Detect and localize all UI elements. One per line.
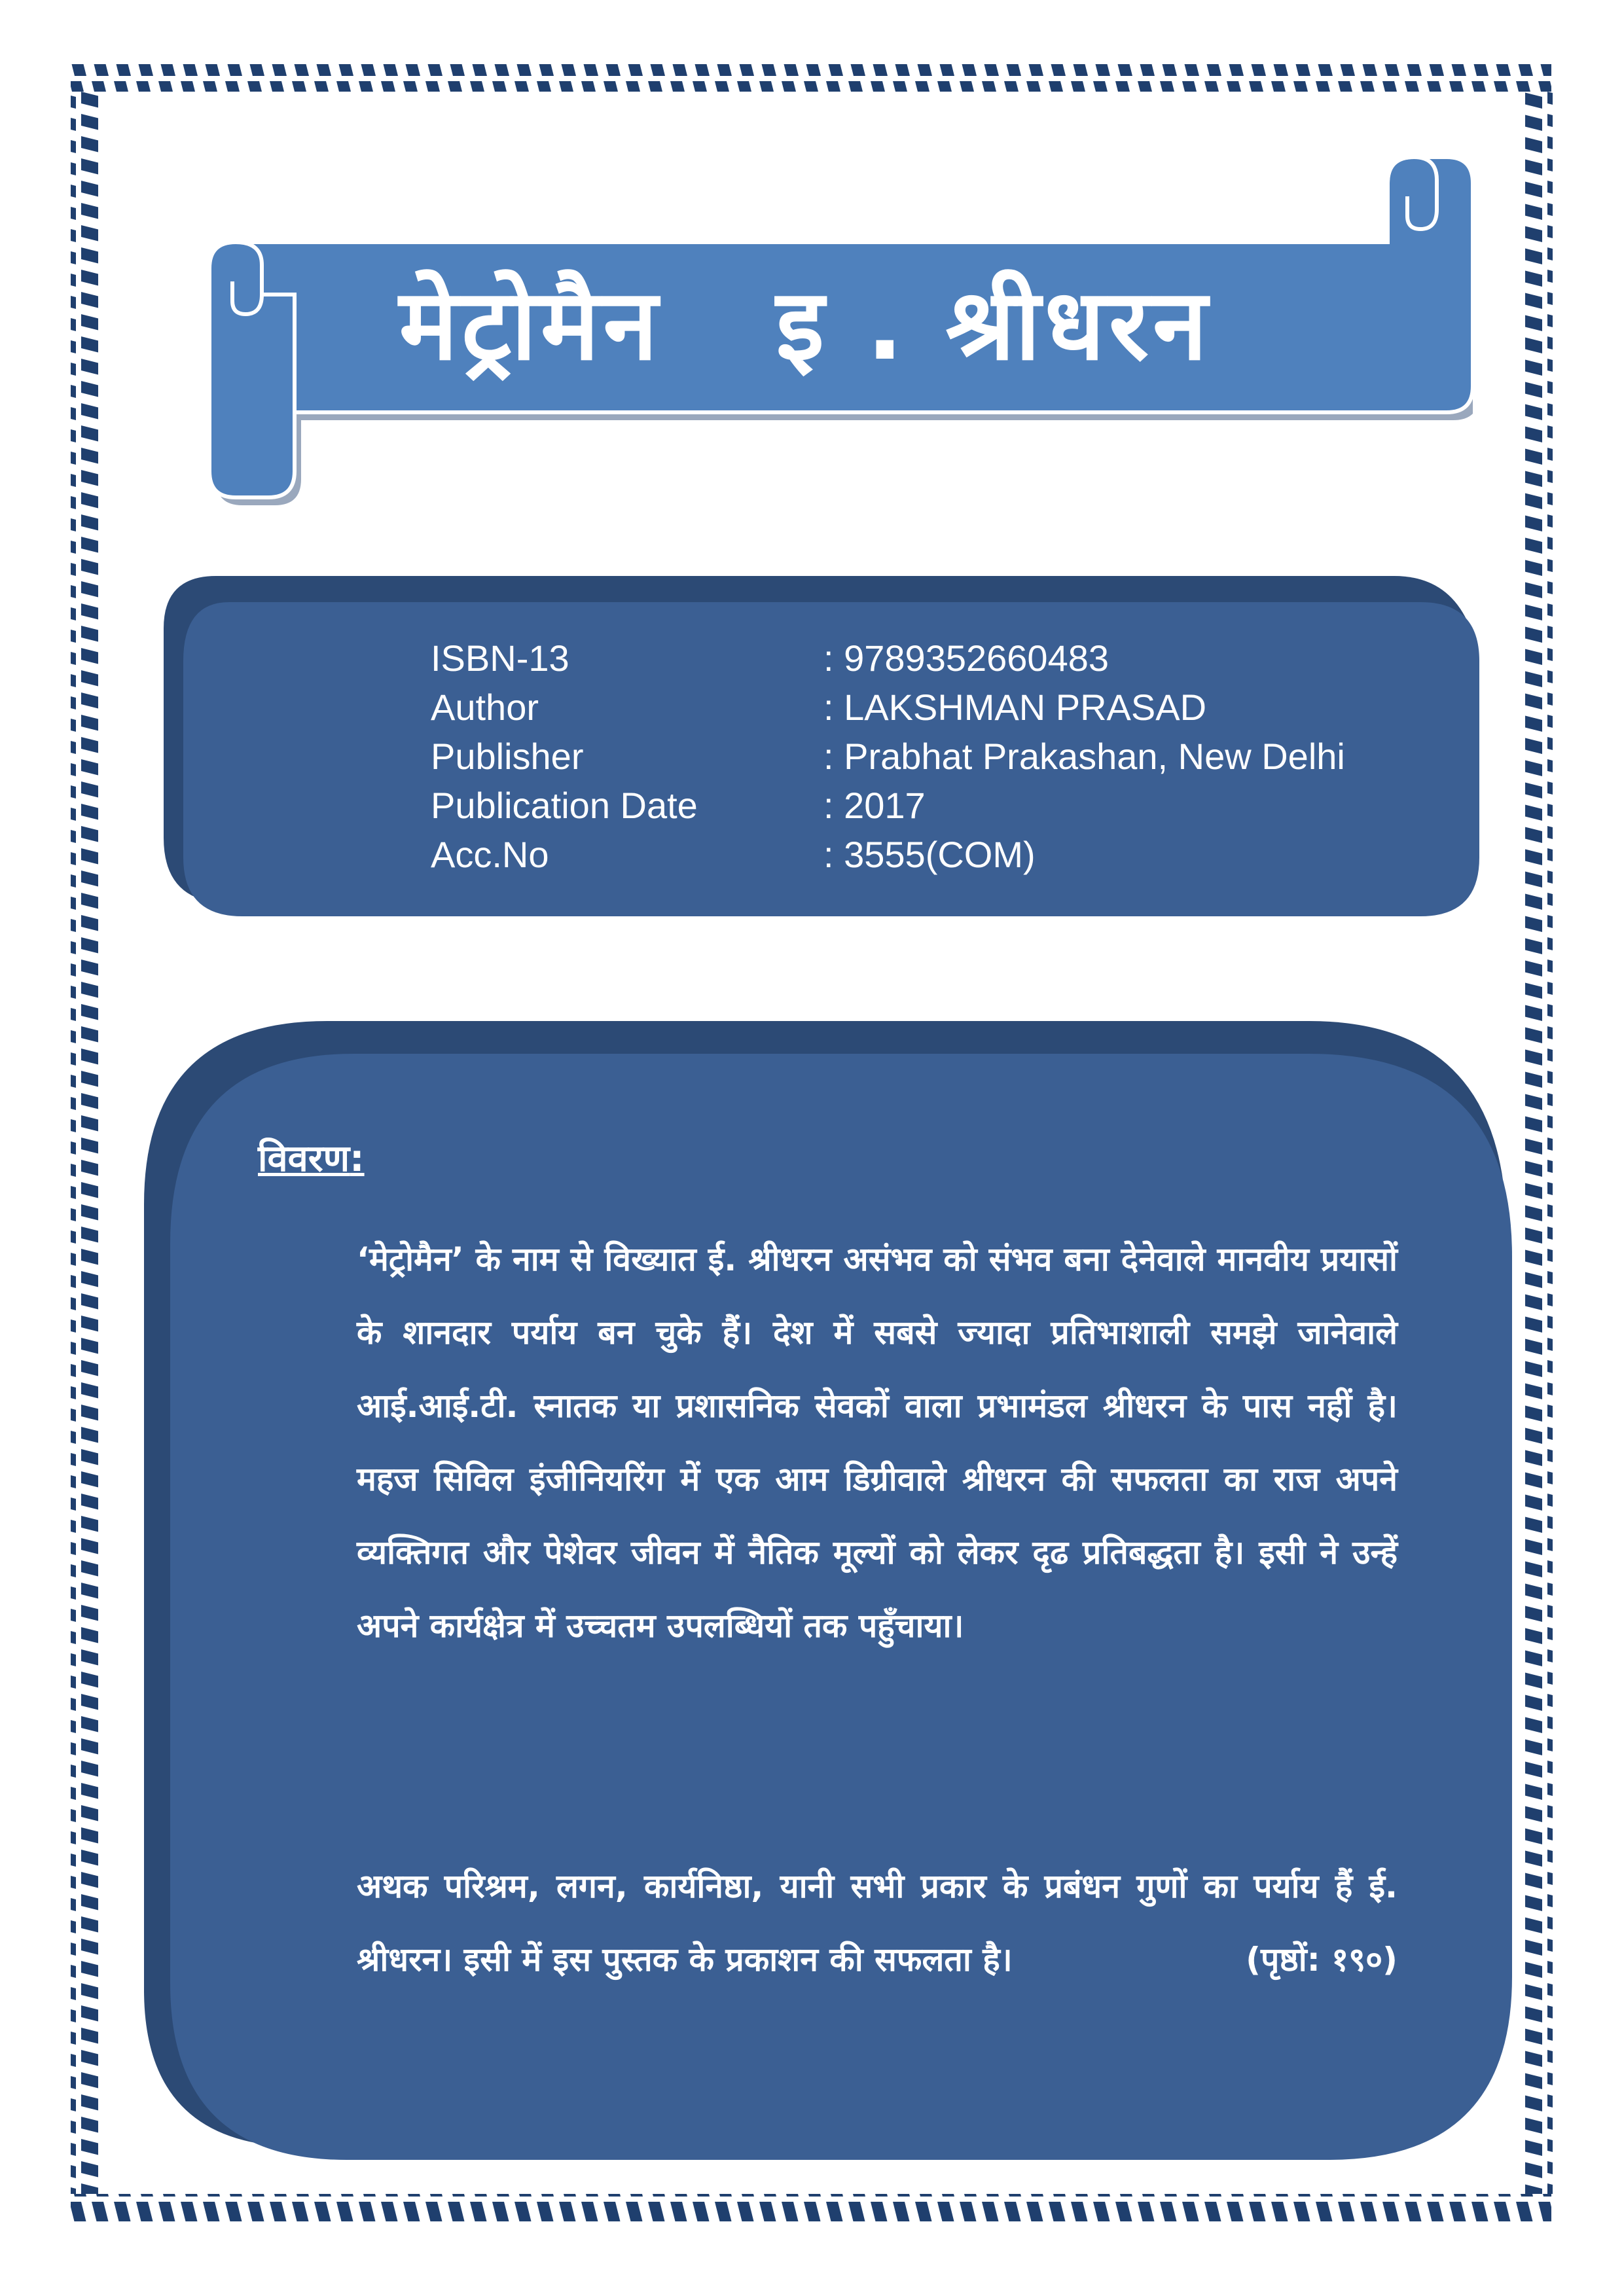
- description-paragraph-1: ‘मेट्रोमैन’ के नाम से विख्यात ई. श्रीधरन असंभव को संभव बना देनेवाले मानवीय प्रयासों के शानदार पर्याय बन चुके हैं। देश में सबसे ज्यादा प्रतिभाशाली समझे जानेवाले आई.आई.टी. स्नातक या प्रशासनिक सेवकों वाला प्रभामंडल श्रीधरन के पास नहीं है। महज सिविल इंजीनियरिंग में एक आम डिग्रीवाले श्रीधरन की सफलता का राज अपने व्यक्तिगत और पेशेवर जीवन में नैतिक मूल्यों को लेकर दृढ प्रतिबद्धता है। इसी ने उन्हें अपने कार्यक्षेत्र में उच्चतम उपलब्धियों तक पहुँचाया।: [357, 1240, 1398, 1645]
- book-details: [431, 634, 1452, 879]
- publication-date-label: Publication Date: [431, 785, 698, 826]
- acc-no-label: Acc.No: [431, 834, 549, 875]
- description-paragraph-2: [357, 1850, 1398, 1996]
- isbn-value: : 9789352660483: [823, 637, 1109, 679]
- description-heading: [258, 1132, 365, 1182]
- publisher-label: Publisher: [431, 736, 584, 777]
- author-value: : LAKSHMAN PRASAD: [823, 687, 1207, 728]
- acc-no-row: [431, 830, 1452, 879]
- acc-no-value: : 3555(COM): [823, 834, 1036, 875]
- page-count: (पृष्ठों: १९०): [1246, 1941, 1398, 1979]
- description-heading-colon: :: [350, 1138, 365, 1180]
- description-heading-text: विवरण: [258, 1138, 350, 1180]
- author-label: Author: [431, 687, 539, 728]
- publication-date-value: : 2017: [823, 785, 926, 826]
- publication-date-row: [431, 781, 1452, 830]
- publisher-row: [431, 732, 1452, 781]
- isbn-label: ISBN-13: [431, 637, 569, 679]
- publisher-value: : Prabhat Prakashan, New Delhi: [823, 736, 1345, 777]
- description-paragraph-2-text: अथक परिश्रम, लगन, कार्यनिष्ठा, यानी सभी प्रकार के प्रबंधन गुणों का पर्याय हैं ई. श्रीधरन। इसी में इस पुस्तक के प्रकाशन की सफलता है।: [357, 1867, 1398, 1979]
- author-row: [431, 683, 1452, 732]
- page-title: मेट्रोमैन इ . श्रीधरन: [399, 268, 1212, 382]
- isbn-row: [431, 634, 1452, 683]
